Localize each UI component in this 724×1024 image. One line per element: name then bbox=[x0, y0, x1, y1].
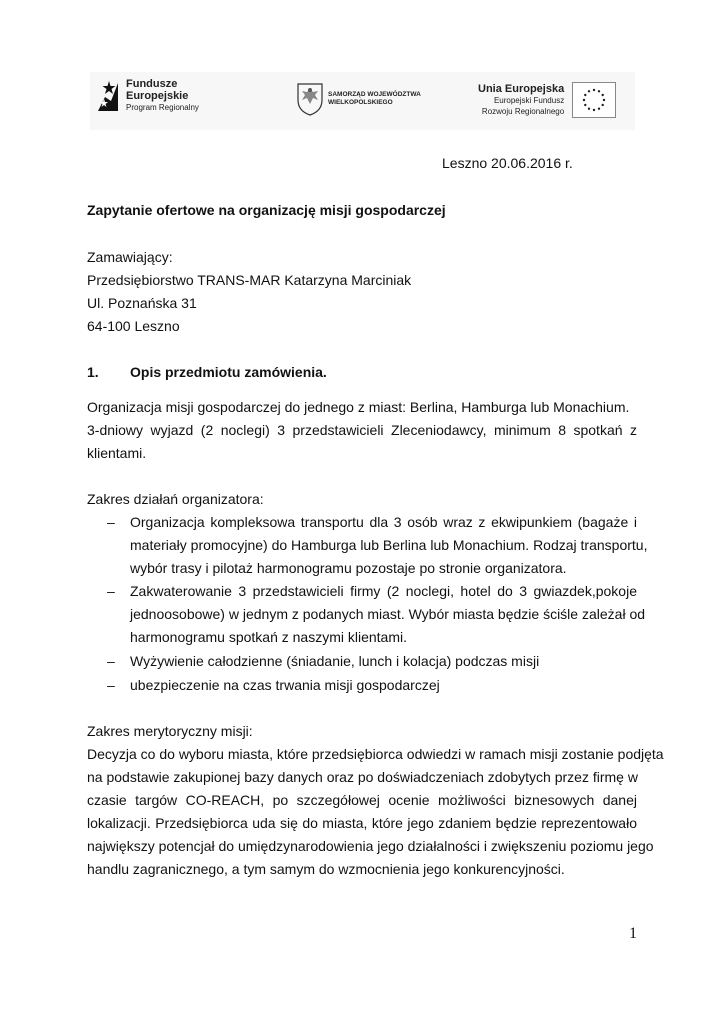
intro-line: 3-dniowy wyjazd (2 noclegi) 3 przedstawicieli Zleceniodawcy, minimum 8 spotkań z bbox=[87, 422, 637, 438]
zakres-merytoryczny-heading: Zakres merytoryczny misji: bbox=[87, 723, 253, 739]
zamawiajacy-name: Przedsiębiorstwo TRANS-MAR Katarzyna Marciniak bbox=[87, 272, 412, 288]
samorzad-logo bbox=[296, 82, 421, 116]
bullet-dash: – bbox=[107, 677, 115, 693]
bullet-line: ubezpieczenie na czas trwania misji gospodarczej bbox=[130, 677, 440, 693]
fe-line1: Fundusze bbox=[126, 78, 178, 90]
section-title: Opis przedmiotu zamówienia. bbox=[130, 364, 327, 380]
page-number: 1 bbox=[629, 925, 637, 942]
zamawiajacy-street: Ul. Poznańska 31 bbox=[87, 295, 197, 311]
paragraph-line: czasie targów CO-REACH, po szczegółowej ocenie możliwości biznesowych danej bbox=[87, 792, 637, 808]
intro-line: klientami. bbox=[87, 445, 147, 461]
document-title: Zapytanie ofertowe na organizację misji gospodarczej bbox=[87, 202, 446, 218]
ue-line3: Rozwoju Regionalnego bbox=[481, 106, 565, 116]
bullet-line: harmonogramu spotkań z naszymi klientami. bbox=[130, 629, 408, 645]
fe-line2: Europejskie bbox=[126, 90, 189, 102]
zamawiajacy-city: 64-100 Leszno bbox=[87, 318, 180, 334]
ue-line1: Unia Europejska bbox=[478, 82, 565, 95]
fe-star-icon bbox=[96, 79, 120, 113]
bullet-line: jednoosobowe) w jednym z podanych miast. Wybór miasta będzie ściśle zależał od bbox=[130, 606, 646, 622]
document-date: Leszno 20.06.2016 r. bbox=[442, 155, 573, 171]
fundusze-europejskie-logo bbox=[96, 78, 199, 114]
bullet-line: materiały promocyjne) do Hamburga lub Berlina lub Monachium. Rodzaj transportu, bbox=[130, 537, 648, 553]
bullet-line: Organizacja kompleksowa transportu dla 3 osób wraz z ekwipunkiem (bagaże i bbox=[130, 514, 637, 530]
intro-line: Organizacja misji gospodarczej do jednego z miast: Berlina, Hamburga lub Monachium. bbox=[87, 399, 630, 415]
eu-flag-icon bbox=[572, 82, 616, 118]
paragraph-line: lokalizacji. Przedsiębiorca uda się do miasta, które jego zdaniem będzie reprezentowało bbox=[87, 815, 637, 831]
section-number: 1. bbox=[87, 364, 99, 380]
unia-europejska-logo bbox=[478, 82, 616, 118]
paragraph-line: handlu zagranicznego, a tym samym do wzmocnienia jego konkurencyjności. bbox=[87, 861, 565, 877]
paragraph-line: na podstawie zakupionej bazy danych oraz po doświadczeniach zdobytych przez firmę w bbox=[87, 769, 638, 785]
samorzad-line1: SAMORZĄD WOJEWÓDZTWA bbox=[328, 91, 421, 98]
bullet-line: Wyżywienie całodzienne (śniadanie, lunch i kolacja) podczas misji bbox=[130, 653, 540, 669]
bullet-dash: – bbox=[107, 514, 115, 530]
bullet-line: Zakwaterowanie 3 przedstawicieli firmy (2 noclegi, hotel do 3 gwiazdek,pokoje bbox=[130, 583, 637, 599]
ue-line2: Europejski Fundusz bbox=[493, 95, 565, 105]
samorzad-line2: WIELKOPOLSKIEGO bbox=[328, 99, 393, 106]
fe-line3: Program Regionalny bbox=[126, 103, 199, 112]
bullet-dash: – bbox=[107, 583, 115, 599]
zamawiajacy-heading: Zamawiający: bbox=[87, 249, 173, 265]
zakres-organizatora-heading: Zakres działań organizatora: bbox=[87, 491, 264, 507]
coat-of-arms-icon bbox=[296, 82, 324, 116]
paragraph-line: największy potencjał do umiędzynarodowienia jego działalności i zwiększeniu poziomu jego bbox=[87, 838, 654, 854]
paragraph-line: Decyzja co do wyboru miasta, które przedsiębiorca odwiedzi w ramach misji zostanie podjęta bbox=[87, 746, 664, 762]
bullet-line: wybór trasy i pilotaż harmonogramu pozostaje po stronie organizatora. bbox=[130, 560, 567, 576]
bullet-dash: – bbox=[107, 653, 115, 669]
